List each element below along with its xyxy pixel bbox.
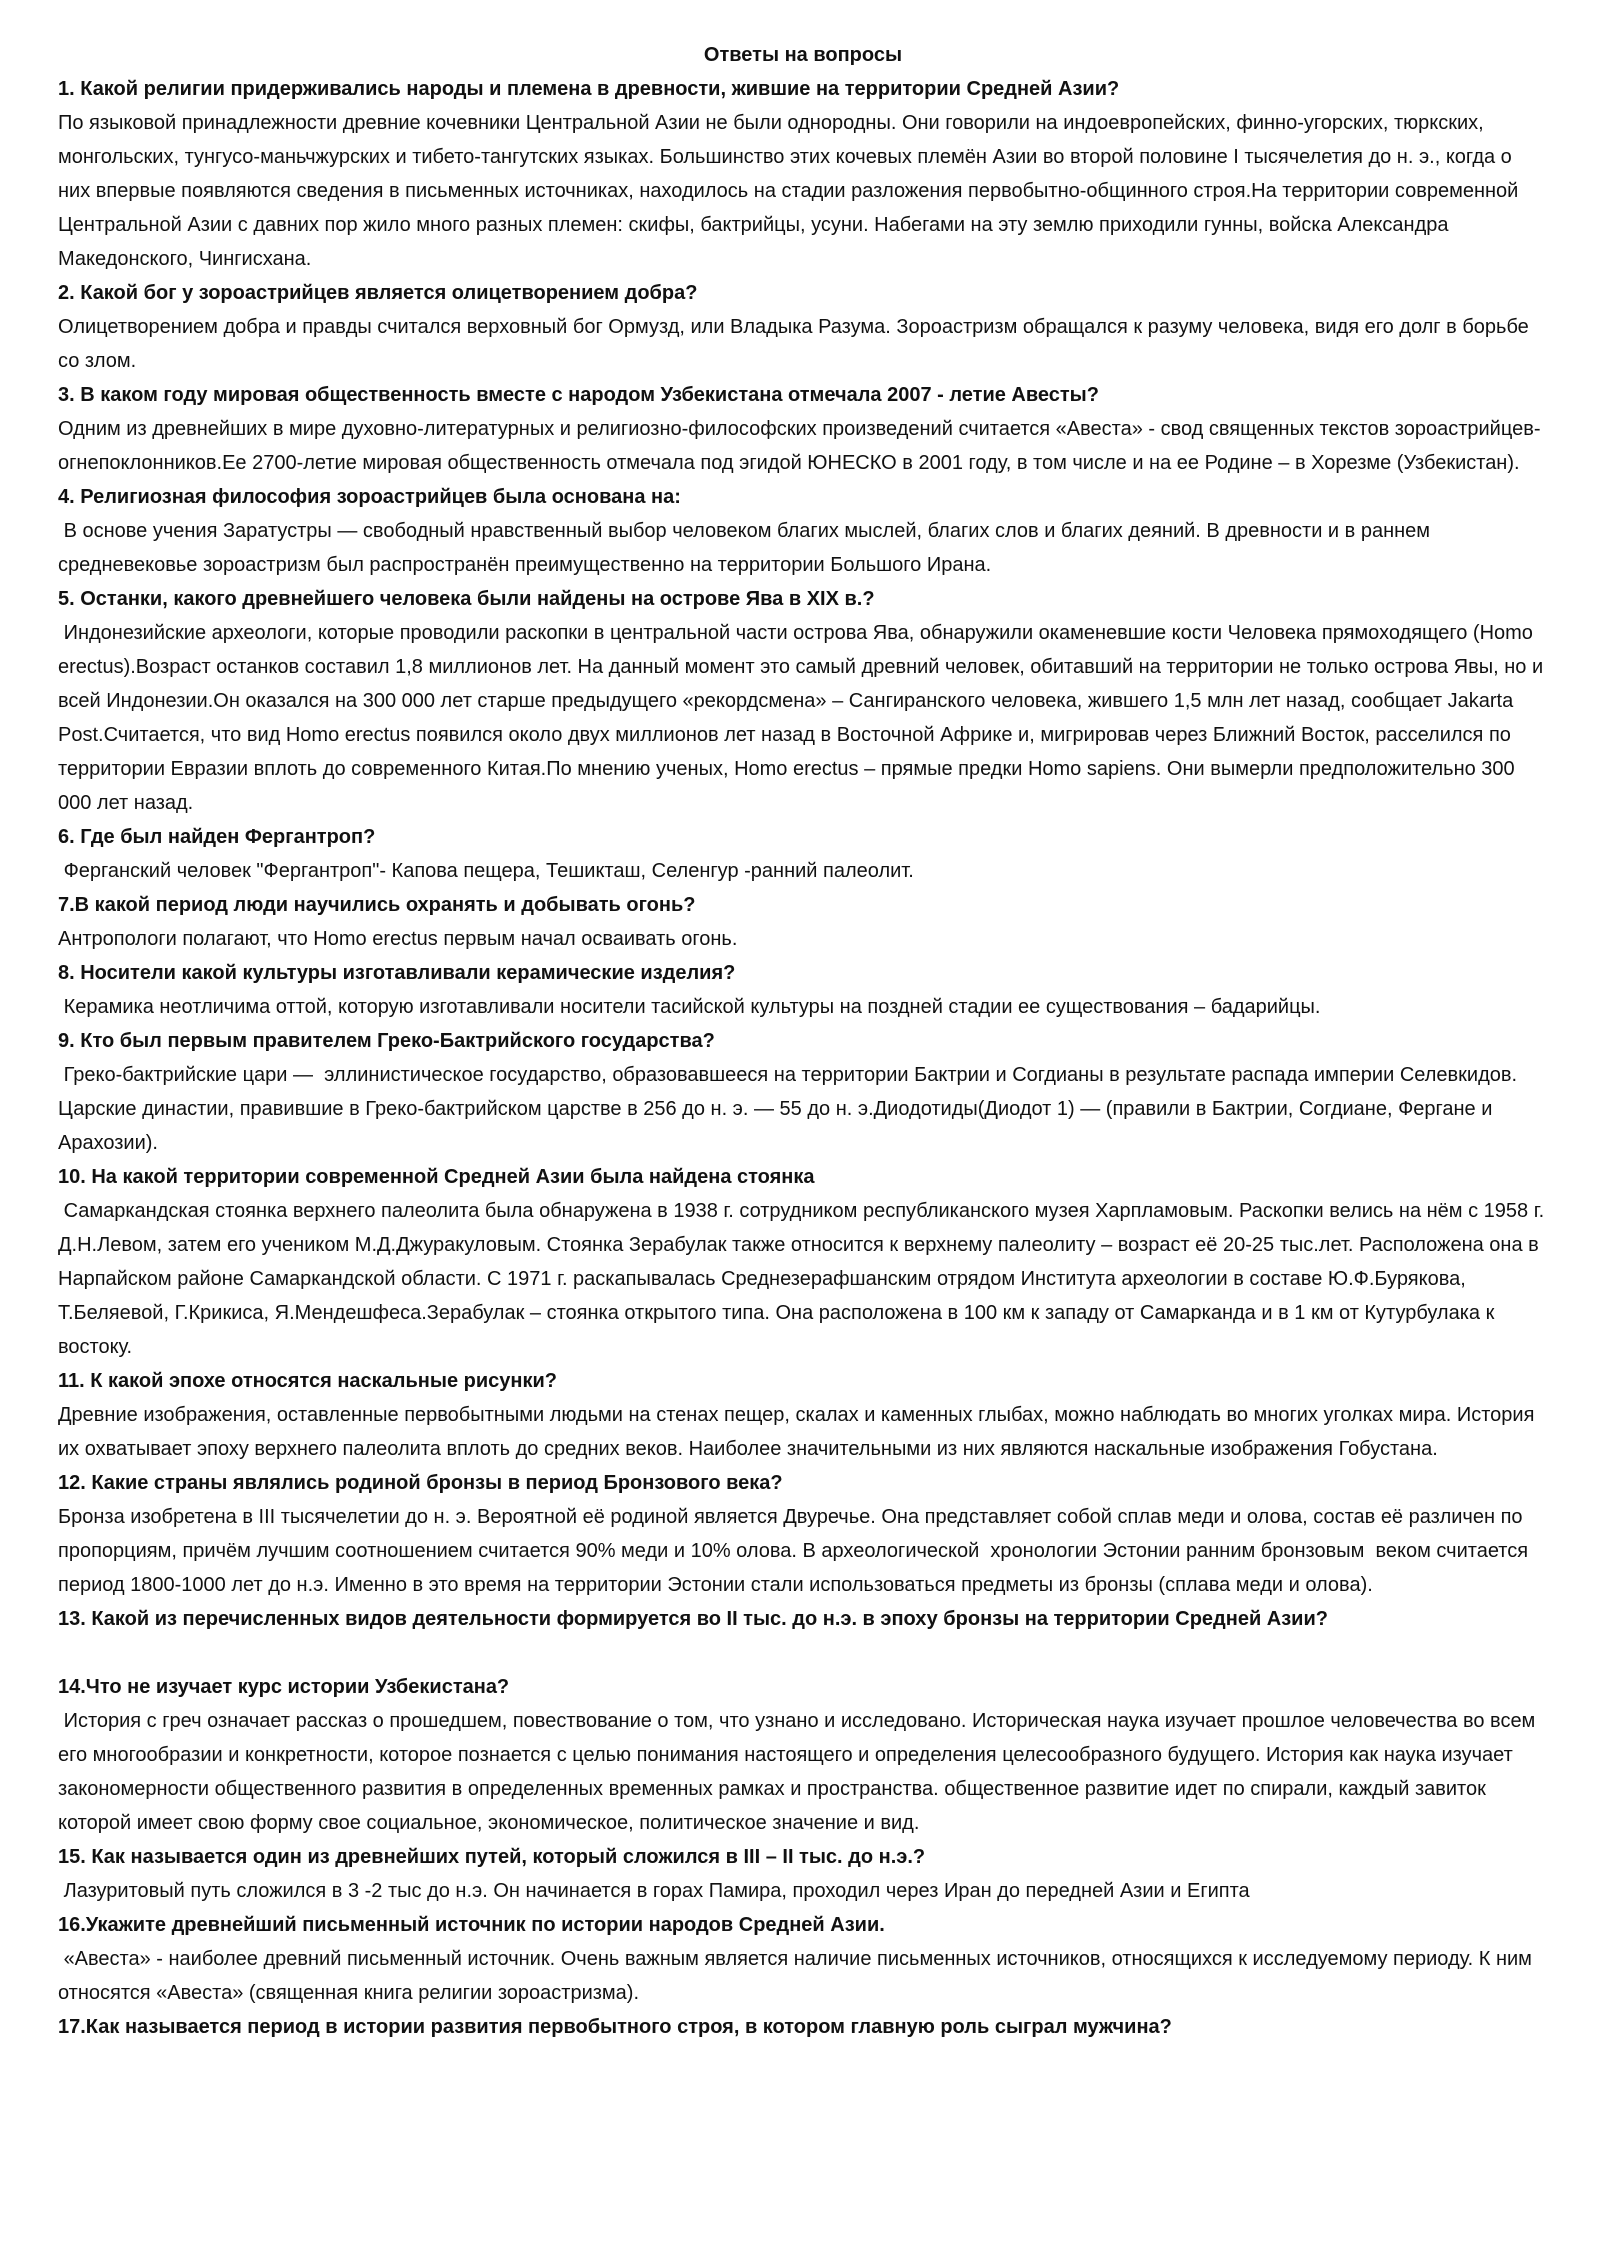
qa-item xyxy=(58,72,1548,276)
qa-item xyxy=(58,582,1548,820)
question-heading: 3. В каком году мировая общественность вместе с народом Узбекистана отмечала 2007 - летие Авесты? xyxy=(58,384,1099,406)
question-heading: 5. Останки, какого древнейшего человека были найдены на острове Ява в XIX в.? xyxy=(58,588,875,610)
qa-item xyxy=(58,276,1548,378)
answer-text: Самаркандская стоянка верхнего палеолита была обнаружена в 1938 г. сотрудником республиканского музея Харпламовым. Раскопки велись на нём с 1958 г. Д.Н.Левом, затем его учеником М.Д.Джуракуловым. Стоянка Зерабулак также относится к верхнему палеолиту – возраст её 20-25 тыс.лет. Расположена она в Нарпайском районе Самаркандской области. С 1971 г. раскапывалась Среднезерафшанским отрядом Института археологии в составе Ю.Ф.Бурякова, Т.Беляевой, Г.Крикиса, Я.Мендешфеса.Зерабулак – стоянка открытого типа. Она расположена в 100 км к западу от Самарканда и в 1 км от Кутурбулака к востоку. xyxy=(58,1200,1550,1358)
answer-text: Лазуритовый путь сложился в 3 -2 тыс до н.э. Он начинается в горах Памира, проходил через Иран до передней Азии и Египта xyxy=(58,1880,1250,1902)
answer-text: Ферганский человек "Фергантроп"- Капова пещера, Тешикташ, Селенгур -ранний палеолит. xyxy=(58,860,914,882)
answer-text: Одним из древнейших в мире духовно-литературных и религиозно-философских произведений считается «Авеста» - свод священных текстов зороастрийцев-огнепоклонников.Ее 2700-летие мировая общественность отмечала под эгидой ЮНЕСКО в 2001 году, в том числе и на ее Родине – в Хорезме (Узбекистан). xyxy=(58,418,1541,474)
answer-text: «Авеста» - наиболее древний письменный источник. Очень важным является наличие письменных источников, относящихся к исследуемому периоду. К ним относятся «Авеста» (священная книга религии зороастризма). xyxy=(58,1948,1538,2004)
question-heading: 2. Какой бог у зороастрийцев является олицетворением добра? xyxy=(58,282,698,304)
answer-text: Керамика неотличима оттой, которую изготавливали носители тасийской культуры на поздней стадии ее существования – бадарийцы. xyxy=(58,996,1321,1018)
empty-answer-gap xyxy=(58,1636,1548,1670)
qa-item xyxy=(58,1670,1548,1840)
question-heading: 1. Какой религии придерживались народы и племена в древности, жившие на территории Средней Азии? xyxy=(58,78,1120,100)
qa-item xyxy=(58,1840,1548,1908)
answer-text: В основе учения Заратустры — свободный нравственный выбор человеком благих мыслей, благих слов и благих деяний. В древности и в раннем средневековье зороастризм был распространён преимущественно на территории Большого Ирана. xyxy=(58,520,1436,576)
answer-text: История с греч означает рассказ о прошедшем, повествование о том, что узнано и исследовано. Историческая наука изучает прошлое человечества во всем его многообразии и конкретности, которое познается с целью понимания настоящего и определения целесообразного будущего. История как наука изучает закономерности общественного развития в определенных временных рамках и пространства. общественное развитие идет по спирали, каждый завиток которой имеет свою форму свое социальное, экономическое, политическое значение и вид. xyxy=(58,1710,1541,1834)
document-title: Ответы на вопросы xyxy=(703,44,903,66)
question-heading: 12. Какие страны являлись родиной бронзы в период Бронзового века? xyxy=(58,1472,783,1494)
question-heading: 13. Какой из перечисленных видов деятельности формируется во II тыс. до н.э. в эпоху бронзы на территории Средней Азии? xyxy=(58,1608,1328,1630)
qa-item xyxy=(58,1466,1548,1602)
qa-item xyxy=(58,956,1548,1024)
answer-text: Антропологи полагают, что Homo erectus первым начал осваивать огонь. xyxy=(58,928,738,950)
answer-text: По языковой принадлежности древние кочевники Центральной Азии не были однородны. Они говорили на индоевропейских, финно-угорских, тюркских, монгольских, тунгусо-маньчжурских и тибето-тангутских языках. Большинство этих кочевых племён Азии во второй половине I тысячелетия до н. э., когда о них впервые появляются сведения в письменных источниках, находилось на стадии разложения первобытно-общинного строя.На территории современной Центральной Азии с давних пор жило много разных племен: скифы, бактрийцы, усуни. Набегами на эту землю приходили гунны, войска Александра Македонского, Чингисхана. xyxy=(58,112,1524,270)
question-heading: 6. Где был найден Фергантроп? xyxy=(58,826,376,848)
qa-list xyxy=(58,72,1548,2044)
qa-item xyxy=(58,480,1548,582)
question-heading: 4. Религиозная философия зороастрийцев была основана на: xyxy=(58,486,681,508)
question-heading: 8. Носители какой культуры изготавливали керамические изделия? xyxy=(58,962,736,984)
qa-item xyxy=(58,1908,1548,2010)
question-heading: 14.Что не изучает курс истории Узбекистана? xyxy=(58,1676,510,1698)
answer-text: Олицетворением добра и правды считался верховный бог Ормузд, или Владыка Разума. Зороастризм обращался к разуму человека, видя его долг в борьбе со злом. xyxy=(58,316,1535,372)
qa-item xyxy=(58,1160,1548,1364)
question-heading: 17.Как называется период в истории развития первобытного строя, в котором главную роль сыграл мужчина? xyxy=(58,2016,1172,2038)
qa-item xyxy=(58,1364,1548,1466)
question-heading: 11. К какой эпохе относятся наскальные рисунки? xyxy=(58,1370,557,1392)
answer-text: Бронза изобретена в III тысячелетии до н. э. Вероятной её родиной является Двуречье. Она представляет собой сплав меди и олова, состав её различен по пропорциям, причём лучшим соотношением считается 90% меди и 10% олова. В археологической хронологии Эстонии ранним бронзовым веком считается период 1800-1000 лет до н.э. Именно в это время на территории Эстонии стали использоваться предметы из бронзы (сплава меди и олова). xyxy=(58,1506,1534,1596)
answer-text: Греко-бактрийские цари — эллинистическое государство, образовавшееся на территории Бактрии и Согдианы в результате распада империи Селевкидов. Царские династии, правившие в Греко-бактрийском царстве в 256 до н. э. — 55 до н. э.Диодотиды(Диодот 1) — (правили в Бактрии, Согдиане, Фергане и Арахозии). xyxy=(58,1064,1523,1154)
qa-item xyxy=(58,2010,1548,2044)
qa-item xyxy=(58,820,1548,888)
answer-text: Древние изображения, оставленные первобытными людьми на стенах пещер, скалах и каменных глыбах, можно наблюдать во многих уголках мира. История их охватывает эпоху верхнего палеолита вплоть до средних веков. Наиболее значительными из них являются наскальные изображения Гобустана. xyxy=(58,1404,1540,1460)
qa-item xyxy=(58,1024,1548,1160)
question-heading: 7.В какой период люди научились охранять и добывать огонь? xyxy=(58,894,696,916)
question-heading: 10. На какой территории современной Средней Азии была найдена стоянка xyxy=(58,1166,815,1188)
qa-item xyxy=(58,378,1548,480)
answer-text: Индонезийские археологи, которые проводили раскопки в центральной части острова Ява, обнаружили окаменевшие кости Человека прямоходящего (Homo erectus).Возраст останков составил 1,8 миллионов лет. На данный момент это самый древний человек, обитавший на территории не только острова Явы, но и всей Индонезии.Он оказался на 300 000 лет старше предыдущего «рекордсмена» – Сангиранского человека, жившего 1,5 млн лет назад, сообщает Jakarta Post.Считается, что вид Homo erectus появился около двух миллионов лет назад в Восточной Африке и, мигрировав через Ближний Восток, расселился по территории Евразии вплоть до современного Китая.По мнению ученых, Homo erectus – прямые предки Homo sapiens. Они вымерли предположительно 300 000 лет назад. xyxy=(58,622,1549,814)
question-heading: 9. Кто был первым правителем Греко-Бактрийского государства? xyxy=(58,1030,715,1052)
qa-item xyxy=(58,888,1548,956)
question-heading: 16.Укажите древнейший письменный источник по истории народов Средней Азии. xyxy=(58,1914,885,1936)
question-heading: 15. Как называется один из древнейших путей, который сложился в III – II тыс. до н.э.? xyxy=(58,1846,926,1868)
qa-item xyxy=(58,1602,1548,1670)
